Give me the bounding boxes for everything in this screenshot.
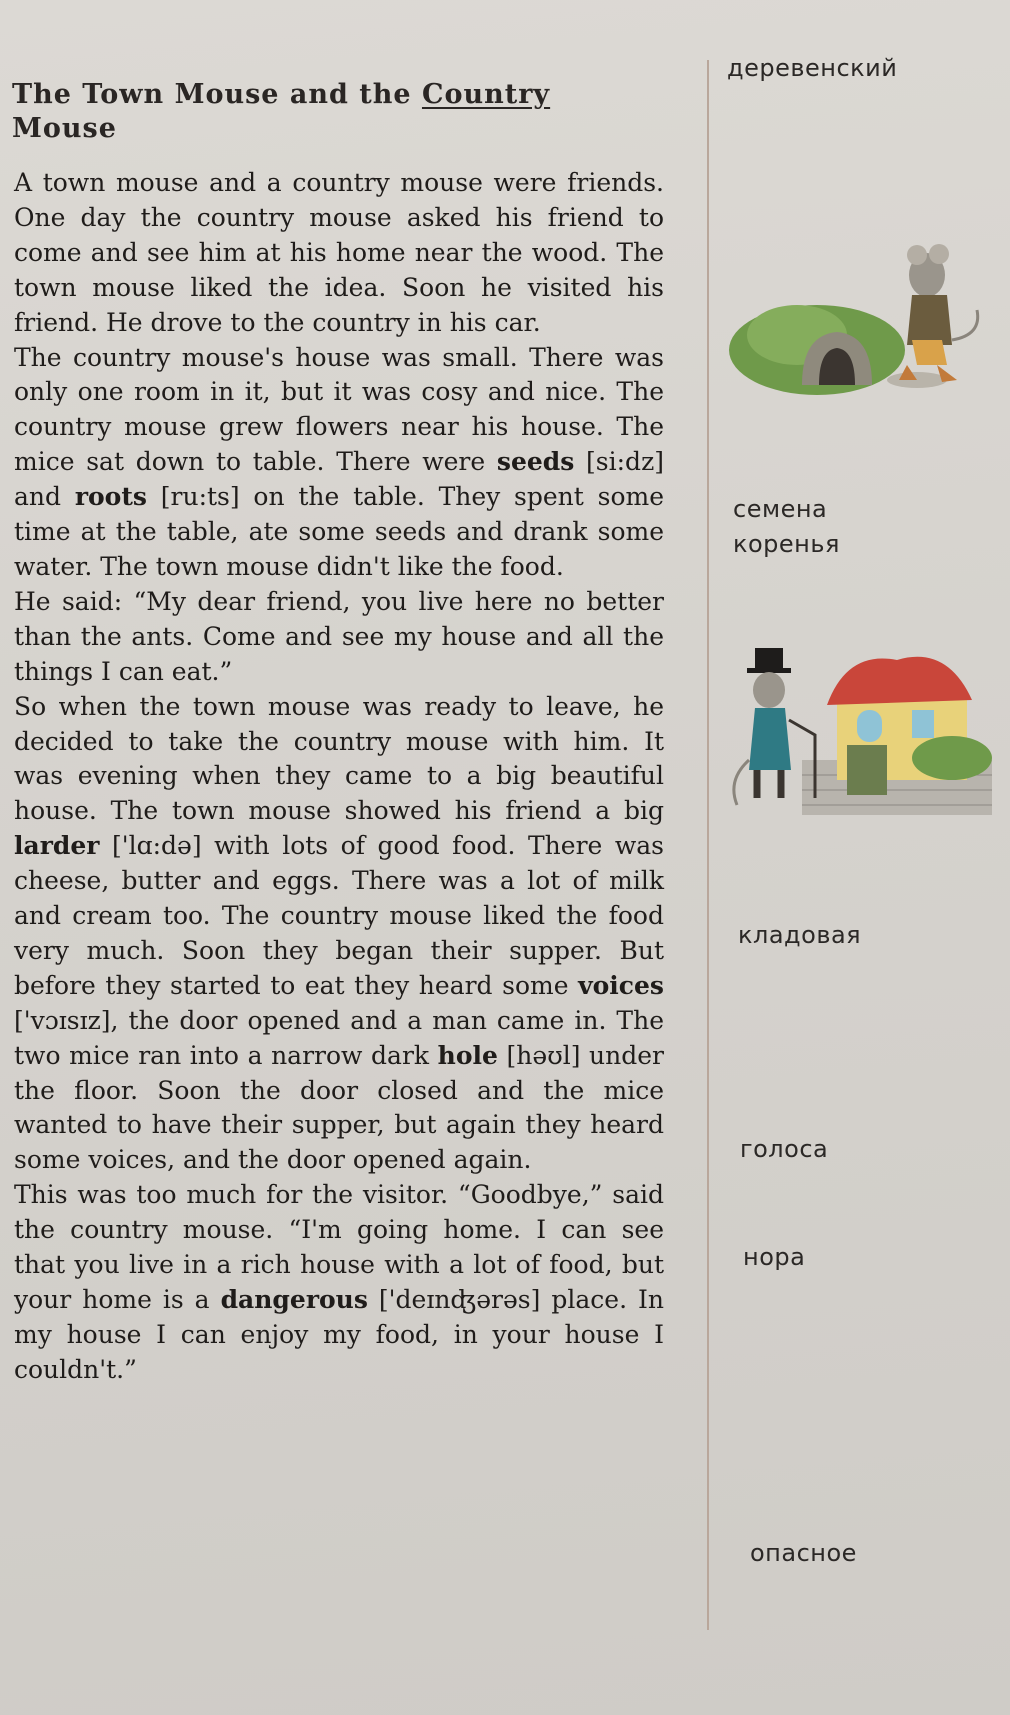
town-mouse-illustration — [727, 640, 992, 815]
story-text-run: The country mouse's house was small. There was only one room in it, but it was cosy and nice. The country mouse grew flowers near his house. The mice sat down to table. There were — [14, 342, 664, 477]
story-text-run: This was too much for the visitor. “Goodbye,” said the country mouse. “I'm going home. I can see that you live in a rich house with a lot of food, but your home is a — [14, 1180, 664, 1314]
house-roof — [827, 657, 972, 705]
story-text-run: ['deɪnʤərəs] place. In my house I can enjoy my food, in your house I couldn't.” — [14, 1285, 664, 1384]
story-text-run: [həʊl] under the floor. Soon the door closed and the mice wanted to have their supper, but again they heard some voices, and the door opened again. — [14, 1040, 665, 1175]
story-paragraph — [14, 1178, 664, 1387]
story-paragraph — [14, 585, 664, 690]
story-text — [14, 166, 664, 1388]
story-text-run: ['lɑ:də] with lots of good food. There was cheese, butter and eggs. There was a lot of milk and cream too. The country mouse liked the food very much. Soon they began their supper. But before they started to eat they heard some — [14, 831, 664, 1000]
gloss-larder: кладовая — [738, 921, 862, 949]
story-paragraph — [14, 341, 664, 585]
vocab-word: hole — [437, 1040, 498, 1070]
mouse-jacket — [907, 295, 952, 345]
title-part-3: Mouse — [12, 113, 117, 144]
gloss-dangerous: опасное — [750, 1539, 857, 1567]
vocab-word: seeds — [496, 447, 575, 477]
title-country-underlined: Country — [421, 79, 551, 110]
story-text-run: He said: “My dear friend, you live here no better than the ants. Come and see my house and all the things I can eat.” — [14, 586, 664, 686]
country-mouse-illustration — [727, 240, 992, 395]
gloss-voices: голоса — [740, 1135, 829, 1163]
story-text-run: ['vɔɪsɪz], the door opened and a man came in. The two mice ran into a narrow dark — [14, 1005, 664, 1070]
story-text-run: So when the town mouse was ready to leave, he decided to take the country mouse with him. It was evening when they came to a big beautiful house. The town mouse showed his friend a big — [14, 691, 664, 826]
gloss-country: деревенский — [727, 54, 898, 82]
garden-bush — [912, 736, 992, 780]
story-text-run: [ru:ts] on the table. They spent some time at the table, ate some seeds and drank some water. The town mouse didn't like the food. — [14, 482, 664, 581]
gloss-seeds: семена — [733, 495, 828, 523]
story-text-run: [si:dz] and — [14, 447, 664, 512]
story-title — [12, 78, 662, 146]
top-hat — [755, 648, 783, 670]
vocab-word: dangerous — [220, 1285, 368, 1314]
mouse-coat — [749, 708, 791, 770]
margin-divider — [707, 60, 709, 1630]
vocab-word: roots — [74, 482, 147, 512]
vocab-word: larder — [14, 831, 100, 861]
gloss-hole: нора — [743, 1243, 806, 1271]
gloss-roots: коренья — [733, 530, 840, 558]
title-part-1: The Town Mouse and the — [12, 79, 422, 110]
story-text-run: A town mouse and a country mouse were friends. One day the country mouse asked his friend to come and see him at his home near the wood. The town mouse liked the idea. Soon he visited his friend. He drove to the country in his car. — [14, 168, 664, 337]
vocab-word: voices — [578, 970, 664, 1000]
story-paragraph — [14, 166, 664, 341]
story-paragraph — [14, 690, 664, 1179]
